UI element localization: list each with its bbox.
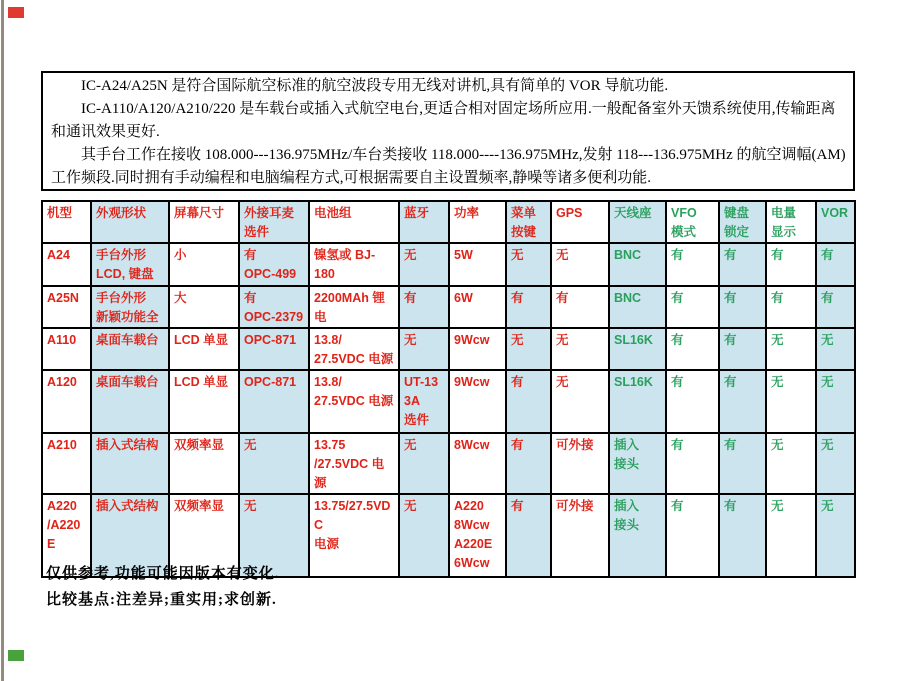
table-row-a110 <box>42 328 855 370</box>
footer-note: 比较基点:注差异;重实用;求创新. <box>46 592 277 608</box>
cell-antenna: 插入 接头 <box>609 494 666 577</box>
cell-vor: 无 <box>816 494 855 577</box>
cell-headset: 有 OPC-499 <box>239 243 309 286</box>
cell-antenna: SL16K <box>609 328 666 370</box>
header-cell-key-lock: 键盘 锁定 <box>719 201 766 243</box>
cell-appearance: 手台外形 新颖功能全 <box>91 286 169 328</box>
cell-appearance: 桌面车载台 <box>91 370 169 433</box>
page-left-edge-line <box>1 0 4 681</box>
cell-screen: LCD 单显 <box>169 370 239 433</box>
cell-gps: 无 <box>551 370 609 433</box>
cell-headset: 无 <box>239 433 309 494</box>
cell-menu-keys: 有 <box>506 494 551 577</box>
cell-headset: OPC-871 <box>239 328 309 370</box>
intro-text-box <box>41 71 855 191</box>
header-cell-screen: 屏幕尺寸 <box>169 201 239 243</box>
cell-model: A210 <box>42 433 91 494</box>
cell-vor: 无 <box>816 433 855 494</box>
cell-model: A220 /A220 E <box>42 494 91 577</box>
header-cell-gps: GPS <box>551 201 609 243</box>
cell-vfo-mode: 有 <box>666 286 719 328</box>
header-cell-antenna: 天线座 <box>609 201 666 243</box>
cell-screen: LCD 单显 <box>169 328 239 370</box>
intro-paragraph: IC-A110/A120/A210/220 是车载台或插入式航空电台,更适合相对固定场所应用.一般配备室外天馈系统使用,传输距离和通讯效果更好. <box>51 101 836 140</box>
table-row-a120 <box>42 370 855 433</box>
cell-antenna: BNC <box>609 243 666 286</box>
table-row-a24 <box>42 243 855 286</box>
cell-bluetooth: 无 <box>399 328 449 370</box>
header-cell-headset: 外接耳麦 选件 <box>239 201 309 243</box>
footer-note: 仅供参考,功能可能因版本有变化. <box>46 566 280 582</box>
cell-model: A25N <box>42 286 91 328</box>
cell-key-lock: 有 <box>719 328 766 370</box>
cell-antenna: SL16K <box>609 370 666 433</box>
cell-battery: 13.75/27.5VDC 电源 <box>309 494 399 577</box>
model-comparison-table <box>41 200 856 578</box>
cell-vor: 无 <box>816 328 855 370</box>
cell-batt-disp: 无 <box>766 494 816 577</box>
table-header-row <box>42 201 855 243</box>
cell-power: 6W <box>449 286 506 328</box>
intro-paragraph: 其手台工作在接收 108.000---136.975MHz/车台类接收 118.000----136.975MHz,发射 118---136.975MHz 的航空调幅(AM)工作频段.同时拥有手动编程和电脑编程方式,可根据需要自主设置频率,静噪等诸多便利功能. <box>51 147 846 186</box>
header-cell-vfo-mode: VFO 模式 <box>666 201 719 243</box>
cell-appearance: 桌面车载台 <box>91 328 169 370</box>
cell-vor: 有 <box>816 243 855 286</box>
cell-bluetooth: UT-13 3A 选件 <box>399 370 449 433</box>
cell-power: 9Wcw <box>449 370 506 433</box>
cell-key-lock: 有 <box>719 494 766 577</box>
cell-key-lock: 有 <box>719 286 766 328</box>
header-cell-menu-keys: 菜单 按键 <box>506 201 551 243</box>
cell-vor: 有 <box>816 286 855 328</box>
cell-batt-disp: 无 <box>766 433 816 494</box>
header-cell-batt-disp: 电量 显示 <box>766 201 816 243</box>
cell-gps: 无 <box>551 328 609 370</box>
table-body <box>42 201 855 577</box>
cell-gps: 有 <box>551 286 609 328</box>
cell-vfo-mode: 有 <box>666 328 719 370</box>
cell-model: A110 <box>42 328 91 370</box>
cell-key-lock: 有 <box>719 243 766 286</box>
cell-batt-disp: 无 <box>766 328 816 370</box>
cell-screen: 双频率显 <box>169 494 239 577</box>
header-cell-appearance: 外观形状 <box>91 201 169 243</box>
cell-vfo-mode: 有 <box>666 370 719 433</box>
cell-headset: OPC-871 <box>239 370 309 433</box>
red-square-icon <box>8 7 24 18</box>
cell-battery: 13.8/ 27.5VDC 电源 <box>309 328 399 370</box>
cell-model: A24 <box>42 243 91 286</box>
green-square-icon <box>8 650 24 661</box>
cell-gps: 无 <box>551 243 609 286</box>
cell-battery: 13.75 /27.5VDC 电源 <box>309 433 399 494</box>
cell-power: 9Wcw <box>449 328 506 370</box>
cell-gps: 可外接 <box>551 494 609 577</box>
cell-key-lock: 有 <box>719 370 766 433</box>
header-cell-vor: VOR <box>816 201 855 243</box>
header-cell-model: 机型 <box>42 201 91 243</box>
cell-bluetooth: 无 <box>399 494 449 577</box>
cell-headset: 无 <box>239 494 309 577</box>
cell-appearance: 插入式结构 <box>91 433 169 494</box>
cell-vfo-mode: 有 <box>666 494 719 577</box>
cell-battery: 13.8/ 27.5VDC 电源 <box>309 370 399 433</box>
intro-paragraph: IC-A24/A25N 是符合国际航空标准的航空波段专用无线对讲机,具有简单的 VOR 导航功能. <box>81 78 669 94</box>
header-cell-bluetooth: 蓝牙 <box>399 201 449 243</box>
cell-model: A120 <box>42 370 91 433</box>
cell-menu-keys: 有 <box>506 433 551 494</box>
cell-bluetooth: 无 <box>399 433 449 494</box>
cell-appearance: 手台外形 LCD, 键盘 <box>91 243 169 286</box>
cell-power: 8Wcw <box>449 433 506 494</box>
cell-key-lock: 有 <box>719 433 766 494</box>
cell-appearance: 插入式结构 <box>91 494 169 577</box>
cell-bluetooth: 无 <box>399 243 449 286</box>
cell-gps: 可外接 <box>551 433 609 494</box>
cell-antenna: 插入 接头 <box>609 433 666 494</box>
cell-power: 5W <box>449 243 506 286</box>
cell-battery: 镍氢或 BJ-180 <box>309 243 399 286</box>
cell-batt-disp: 无 <box>766 370 816 433</box>
cell-bluetooth: 有 <box>399 286 449 328</box>
cell-screen: 小 <box>169 243 239 286</box>
cell-batt-disp: 有 <box>766 243 816 286</box>
cell-menu-keys: 无 <box>506 328 551 370</box>
cell-menu-keys: 有 <box>506 286 551 328</box>
cell-vor: 无 <box>816 370 855 433</box>
table-row-a25n <box>42 286 855 328</box>
cell-vfo-mode: 有 <box>666 243 719 286</box>
header-cell-power: 功率 <box>449 201 506 243</box>
cell-screen: 大 <box>169 286 239 328</box>
cell-power: A220 8Wcw A220E 6Wcw <box>449 494 506 577</box>
header-cell-battery: 电池组 <box>309 201 399 243</box>
cell-battery: 2200MAh 锂电 <box>309 286 399 328</box>
table-row-a210 <box>42 433 855 494</box>
cell-screen: 双频率显 <box>169 433 239 494</box>
cell-batt-disp: 有 <box>766 286 816 328</box>
cell-antenna: BNC <box>609 286 666 328</box>
cell-menu-keys: 有 <box>506 370 551 433</box>
cell-headset: 有 OPC-2379 <box>239 286 309 328</box>
cell-menu-keys: 无 <box>506 243 551 286</box>
footer-notes <box>46 561 280 613</box>
cell-vfo-mode: 有 <box>666 433 719 494</box>
